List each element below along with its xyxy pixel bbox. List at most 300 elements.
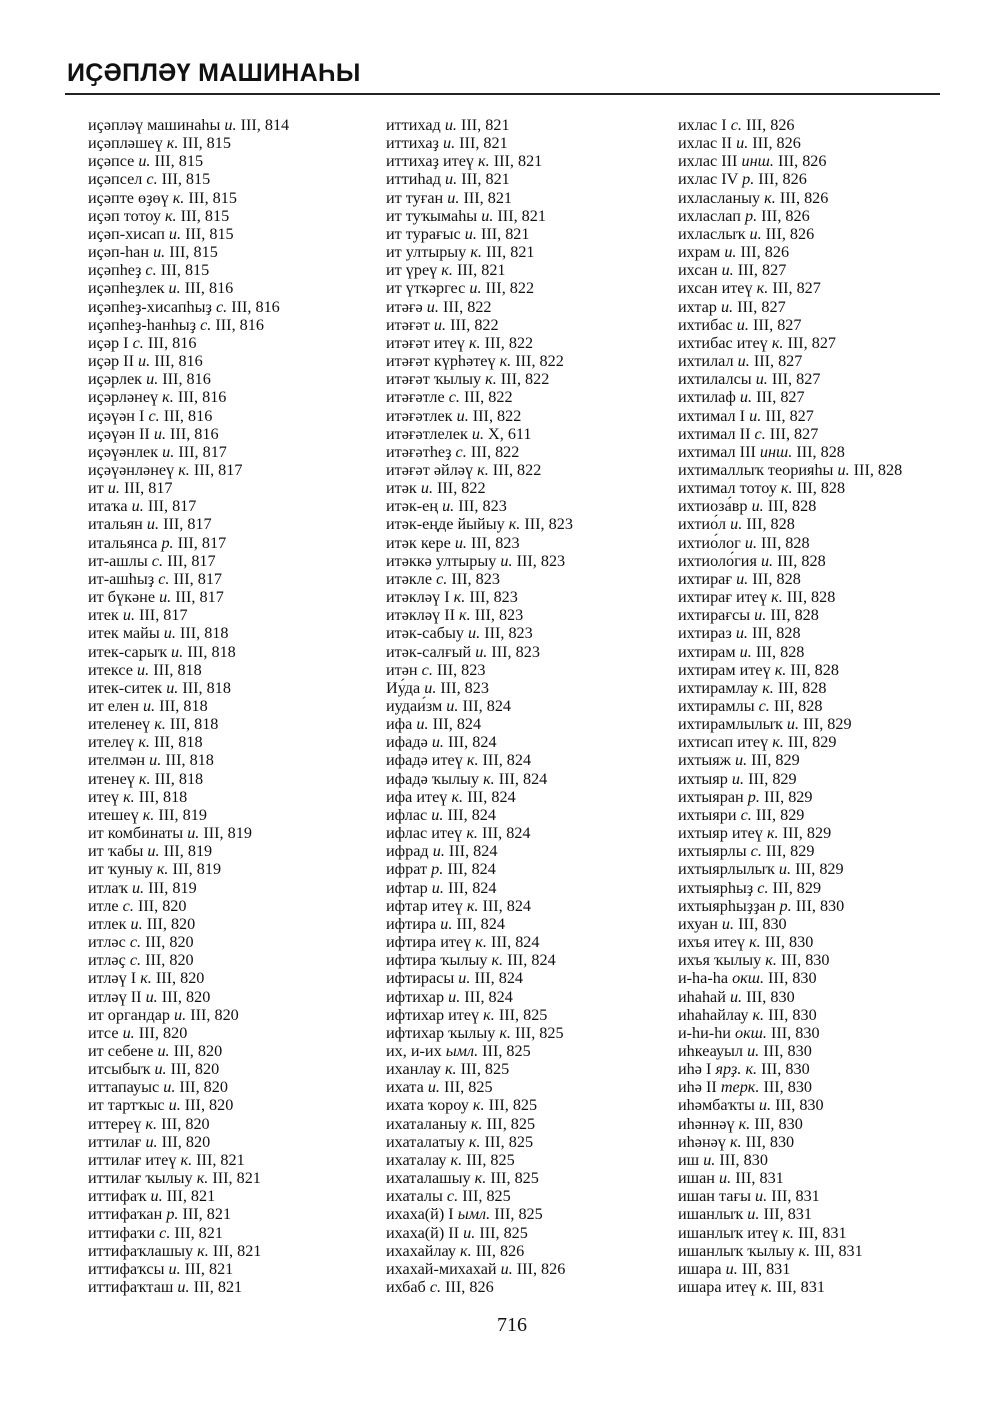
entry-headword: ифтар	[386, 878, 428, 897]
entry-headword: ихтирағ	[678, 569, 733, 588]
entry-reference: III, 822	[472, 406, 522, 425]
entry-reference: III, 828	[773, 697, 823, 715]
entry-reference: III, 823	[491, 642, 540, 661]
entry-headword: иһәнәү	[678, 1132, 726, 1151]
entry-headword: иттапауыс	[88, 1078, 160, 1097]
entry-part-of-speech: р.	[166, 1205, 179, 1224]
entry-reference: III, 817	[139, 606, 188, 625]
entry-reference: III, 830	[780, 951, 830, 970]
entry-headword: иҫәпсе	[88, 152, 135, 171]
index-entry	[88, 261, 378, 279]
entry-reference: III, 815	[180, 206, 230, 225]
entry-reference: III, 824	[482, 896, 532, 915]
entry-part-of-speech: к.	[474, 1169, 487, 1188]
entry-reference: III, 816	[162, 370, 211, 389]
index-entry	[88, 334, 378, 352]
entry-reference: III, 829	[803, 715, 852, 734]
entry-part-of-speech: и.	[153, 243, 166, 262]
index-entry	[678, 915, 978, 933]
index-entry	[386, 606, 676, 624]
entry-part-of-speech: к.	[178, 460, 190, 479]
index-entry	[386, 624, 676, 642]
entry-part-of-speech: и.	[174, 1005, 187, 1024]
entry-reference: III, 823	[474, 606, 524, 625]
index-entry	[386, 189, 676, 207]
index-entry	[386, 788, 676, 806]
index-entry	[386, 1260, 676, 1278]
index-entry	[88, 189, 378, 207]
entry-headword: ихтыяр	[678, 769, 728, 788]
entry-reference: III, 824	[474, 969, 524, 988]
entry-part-of-speech: с.	[750, 842, 762, 861]
entry-headword: итәк-еңде йыйыу	[386, 515, 505, 534]
entry-reference: III, 827	[769, 424, 819, 443]
entry-headword: иҫәүән II	[88, 424, 150, 443]
entry-headword: ихтималлыҡ теорияһы	[678, 460, 834, 479]
entry-part-of-speech: и.	[431, 733, 444, 752]
entry-reference: III, 825	[488, 1096, 538, 1115]
entry-headword: иудаи́зм	[386, 697, 443, 715]
entry-part-of-speech: к.	[752, 1005, 765, 1024]
index-entry	[678, 370, 978, 388]
entry-headword: ихласланыу	[678, 188, 761, 207]
index-entry	[88, 1242, 378, 1260]
entry-reference: III, 826	[765, 224, 815, 243]
entry-headword: ихаталау	[386, 1150, 447, 1169]
entry-headword: ихбаб	[386, 1278, 426, 1296]
index-entry	[88, 733, 378, 751]
index-entry	[88, 933, 378, 951]
entry-part-of-speech: к.	[749, 933, 761, 952]
index-entry	[678, 1224, 978, 1242]
index-entry	[386, 134, 676, 152]
index-entry	[678, 824, 978, 842]
index-entry	[678, 134, 978, 152]
entry-headword: итек-сарыҡ	[88, 642, 167, 661]
entry-headword: ихрам	[678, 243, 721, 262]
entry-reference: III, 823	[458, 497, 507, 516]
entry-reference: III, 828	[786, 588, 836, 607]
entry-reference: III, 821	[485, 243, 535, 262]
entry-part-of-speech: и.	[431, 878, 444, 897]
index-entry	[88, 1151, 378, 1169]
entry-headword: ишанлыҡ итеү	[678, 1223, 779, 1242]
index-entry	[88, 1115, 378, 1133]
index-entry	[678, 1133, 978, 1151]
entry-reference: III, 824	[447, 878, 497, 897]
index-entry	[88, 316, 378, 334]
entry-part-of-speech: и.	[168, 1096, 181, 1115]
index-entry	[88, 788, 378, 806]
entry-reference: III, 819	[148, 878, 197, 897]
index-entry	[386, 824, 676, 842]
index-entry	[88, 443, 378, 461]
entry-headword: их, и-их	[386, 1041, 442, 1060]
entry-part-of-speech: и.	[468, 624, 481, 643]
index-entry	[88, 1278, 378, 1296]
entry-headword: иттереү	[88, 1114, 142, 1133]
entry-headword: иһәннәү	[678, 1114, 735, 1133]
index-entry	[678, 1260, 978, 1278]
entry-part-of-speech: и.	[145, 1132, 158, 1151]
index-entry	[678, 1242, 978, 1260]
index-entry	[88, 988, 378, 1006]
index-column-3	[678, 116, 978, 1296]
entry-headword: ихаталы	[386, 1187, 443, 1206]
entry-reference: III, 819	[158, 805, 207, 824]
index-entry	[386, 1133, 676, 1151]
entry-reference: III, 817	[193, 460, 243, 479]
index-entry	[678, 1096, 978, 1114]
entry-headword: ихтирамлылыҡ	[678, 715, 783, 734]
index-column-1	[88, 116, 378, 1296]
entry-reference: III, 817	[123, 479, 173, 498]
entry-headword: итәғәт итеү	[386, 333, 465, 352]
index-entry	[678, 1169, 978, 1187]
entry-reference: III, 820	[145, 933, 194, 952]
entry-reference: III, 825	[462, 1187, 511, 1206]
index-entry	[678, 570, 978, 588]
entry-reference: III, 816	[184, 279, 234, 298]
entry-headword: ихлас I	[678, 116, 727, 134]
entry-reference: III, 819	[163, 842, 213, 861]
entry-reference: III, 818	[154, 769, 204, 788]
entry-headword: ихаха(й) II	[386, 1223, 460, 1242]
entry-part-of-speech: и.	[163, 624, 176, 643]
index-entry	[386, 443, 676, 461]
entry-headword: ишара итеү	[678, 1278, 757, 1296]
entry-headword: итәғә	[386, 297, 423, 316]
index-entry	[678, 207, 978, 225]
entry-part-of-speech: и.	[786, 715, 799, 734]
entry-part-of-speech: и.	[224, 116, 237, 134]
entry-headword: иттихад	[386, 116, 441, 134]
index-entry	[678, 860, 978, 878]
entry-part-of-speech: к.	[466, 824, 478, 843]
entry-reference: III, 824	[498, 769, 548, 788]
entry-reference: III, 823	[484, 624, 533, 643]
entry-headword: итешеү	[88, 805, 139, 824]
entry-part-of-speech: и.	[446, 697, 459, 715]
entry-headword: ифтирасы	[386, 969, 455, 988]
entry-reference: III, 824	[464, 987, 513, 1006]
entry-headword: ителеү	[88, 733, 135, 752]
index-entry	[88, 1187, 378, 1205]
index-entry	[386, 1187, 676, 1205]
entry-headword: ихлас II	[678, 134, 733, 153]
entry-part-of-speech: к.	[444, 1060, 457, 1079]
entry-headword: ифрад	[386, 842, 429, 861]
index-entry	[678, 1078, 978, 1096]
index-entry	[678, 116, 978, 134]
entry-headword: ихтыяр итеү	[678, 824, 763, 843]
index-entry	[386, 1242, 676, 1260]
entry-part-of-speech: и.	[737, 352, 750, 371]
entry-part-of-speech: и.	[729, 987, 743, 1006]
index-entry	[678, 606, 978, 624]
entry-headword: ифлас	[386, 805, 428, 824]
entry-reference: III, 822	[500, 370, 550, 389]
entry-part-of-speech: и.	[153, 424, 166, 443]
entry-headword: итәғәт әйләү	[386, 460, 474, 479]
entry-reference: III, 818	[165, 751, 214, 770]
entry-headword: иһаһайлау	[678, 1005, 749, 1024]
entry-part-of-speech: к.	[180, 1150, 193, 1169]
entry-reference: III, 814	[240, 116, 290, 134]
entry-part-of-speech: к.	[483, 769, 495, 788]
entry-headword: иттифаҡ	[88, 1187, 147, 1206]
entry-headword: итәғәт	[386, 315, 430, 334]
index-entry	[678, 515, 978, 533]
entry-headword: ит-ашһыҙ	[88, 569, 155, 588]
entry-headword: ит бүкәне	[88, 588, 156, 607]
entry-reference: III, 820	[145, 951, 194, 970]
entry-headword: ифрат	[386, 860, 428, 879]
entry-part-of-speech: и.	[431, 805, 444, 824]
entry-part-of-speech: р.	[742, 170, 755, 189]
entry-headword: ифтихар итеү	[386, 1005, 480, 1024]
entry-part-of-speech: терк.	[720, 1078, 760, 1097]
entry-headword: ит ултырыу	[386, 243, 467, 262]
entry-reference: III, 822	[450, 315, 499, 334]
entry-headword: ихаталатыу	[386, 1132, 465, 1151]
entry-reference: III, 818	[179, 624, 229, 643]
index-entry	[386, 570, 676, 588]
index-entry	[88, 588, 378, 606]
entry-headword: итәғәтле	[386, 388, 445, 407]
entry-part-of-speech: к.	[772, 733, 784, 752]
entry-reference: III, 829	[755, 805, 805, 824]
entry-reference: III, 830	[775, 1096, 824, 1115]
entry-headword: ишанлыҡ ҡылыу	[678, 1241, 795, 1260]
entry-reference: III, 820	[161, 1132, 211, 1151]
index-entry	[678, 1205, 978, 1223]
index-entry	[88, 243, 378, 261]
entry-part-of-speech: и.	[731, 769, 745, 788]
index-entry	[678, 225, 978, 243]
entry-headword: ихтилаф	[678, 388, 736, 407]
index-entry	[678, 443, 978, 461]
entry-part-of-speech: и.	[448, 987, 461, 1006]
entry-reference: III, 826	[445, 1278, 494, 1296]
entry-reference: III, 827	[756, 388, 805, 407]
index-entry	[386, 316, 676, 334]
entry-reference: III, 826	[475, 1241, 525, 1260]
entry-reference: III, 830	[795, 896, 845, 915]
entry-headword: итексе	[88, 660, 133, 679]
entry-reference: III, 825	[498, 1005, 548, 1024]
entry-reference: III, 827	[787, 333, 837, 352]
entry-reference: III, 830	[746, 987, 795, 1006]
entry-part-of-speech: и.	[744, 533, 757, 552]
entry-reference: III, 827	[737, 297, 786, 316]
index-entry	[386, 588, 676, 606]
index-entry	[678, 624, 978, 642]
entry-headword: ифадә	[386, 733, 428, 752]
entry-reference: III, 823	[469, 588, 518, 607]
entry-part-of-speech: и.	[481, 206, 494, 225]
index-entry	[678, 261, 978, 279]
entry-reference: III, 821	[166, 1187, 216, 1206]
index-entry	[678, 1151, 978, 1169]
entry-part-of-speech: и.	[130, 914, 143, 933]
entry-part-of-speech: и.	[177, 1278, 190, 1296]
index-entry	[678, 1278, 978, 1296]
entry-reference: III, 821	[196, 1150, 245, 1169]
index-entry	[386, 461, 676, 479]
index-entry	[88, 1042, 378, 1060]
index-entry	[386, 1042, 676, 1060]
index-column-2	[386, 116, 676, 1296]
entry-headword: итәғәтлек	[386, 406, 453, 425]
entry-part-of-speech: и.	[734, 751, 748, 770]
entry-reference: III, 827	[752, 315, 802, 334]
index-entry	[678, 643, 978, 661]
index-entry	[386, 1115, 676, 1133]
entry-part-of-speech: с.	[151, 551, 164, 570]
index-entry	[386, 207, 676, 225]
entry-reference: III, 828	[790, 660, 839, 679]
entry-headword: ит тартҡыс	[88, 1096, 165, 1115]
entry-headword: итән	[386, 660, 418, 679]
entry-part-of-speech: к.	[466, 751, 479, 770]
entry-part-of-speech: с.	[758, 697, 770, 715]
index-entry	[386, 479, 676, 497]
entry-reference: III, 821	[461, 170, 510, 189]
entry-headword: иҫәпһеҙлек	[88, 279, 165, 298]
index-entry	[678, 733, 978, 751]
index-entry	[88, 1260, 378, 1278]
index-entry	[386, 298, 676, 316]
index-entry	[88, 388, 378, 406]
entry-headword: иҫәрлек	[88, 370, 143, 389]
index-entry	[88, 697, 378, 715]
entry-part-of-speech: с.	[421, 660, 433, 679]
entry-reference: III, 824	[448, 842, 498, 861]
index-entry	[386, 751, 676, 769]
entry-part-of-speech: и.	[171, 642, 184, 661]
entry-headword: итенеү	[88, 769, 135, 788]
entry-part-of-speech: к.	[771, 333, 784, 352]
entry-part-of-speech: и.	[138, 352, 151, 371]
entry-headword: иҫәпһеҙ	[88, 261, 142, 280]
entry-headword: ит-ашлы	[88, 551, 148, 570]
index-entry	[386, 1205, 676, 1223]
entry-headword: ихъя ҡылыу	[678, 951, 762, 970]
entry-headword: ихласлыҡ	[678, 224, 746, 243]
entry-part-of-speech: к.	[142, 805, 155, 824]
index-entry	[386, 497, 676, 515]
entry-part-of-speech: и.	[837, 460, 850, 479]
entry-part-of-speech: и.	[755, 370, 768, 389]
entry-headword: ифадә ҡылыу	[386, 769, 480, 788]
index-entry	[678, 988, 978, 1006]
entry-headword: ит себене	[88, 1041, 154, 1060]
entry-headword: итеү	[88, 787, 120, 806]
entry-part-of-speech: и.	[458, 969, 471, 988]
entry-reference: III, 825	[444, 1078, 493, 1097]
entry-part-of-speech: и.	[154, 1060, 167, 1079]
index-entry	[88, 806, 378, 824]
entry-part-of-speech: и.	[724, 243, 737, 262]
index-entry	[386, 770, 676, 788]
entry-reference: III, 826	[752, 134, 801, 153]
index-entry	[678, 842, 978, 860]
entry-reference: III, 831	[776, 1278, 825, 1296]
entry-headword: ит елен	[88, 697, 139, 715]
entry-part-of-speech: к.	[138, 733, 150, 752]
entry-reference: III, 829	[765, 842, 815, 861]
index-entry	[88, 770, 378, 788]
index-entry	[386, 661, 676, 679]
entry-part-of-speech: с.	[159, 1223, 171, 1242]
index-entry	[678, 352, 978, 370]
index-entry	[88, 715, 378, 733]
entry-part-of-speech: к.	[466, 896, 479, 915]
entry-reference: III, 831	[735, 1169, 784, 1188]
entry-reference: III, 815	[185, 224, 234, 243]
entry-headword: итәк-сабыу	[386, 624, 464, 643]
entry-part-of-speech: и.	[755, 1187, 768, 1206]
entry-reference: III, 821	[463, 188, 513, 207]
entry-headword: иттифаҡташ	[88, 1278, 174, 1296]
index-entry	[678, 897, 978, 915]
entry-reference: III, 820	[137, 896, 187, 915]
entry-reference: III, 830	[754, 1114, 803, 1133]
entry-headword: ихтио́лог	[678, 533, 741, 552]
entry-headword: иҫәпләү машинаһы	[88, 116, 221, 134]
entry-reference: III, 828	[752, 624, 801, 643]
entry-headword: итәғәт күрһәтеү	[386, 352, 496, 371]
entry-headword: иһаһай	[678, 987, 726, 1006]
entry-reference: III, 824	[462, 697, 512, 715]
entry-part-of-speech: и.	[168, 279, 181, 298]
entry-headword: иттифаҡи	[88, 1223, 156, 1242]
entry-headword: ихтирағсы	[678, 606, 751, 625]
entry-part-of-speech: р.	[744, 206, 758, 225]
entry-reference: III, 828	[746, 515, 795, 534]
entry-headword: ит үреү	[386, 261, 438, 280]
entry-part-of-speech: к.	[468, 1132, 481, 1151]
entry-part-of-speech: к.	[764, 188, 776, 207]
entry-reference: III, 827	[765, 406, 814, 425]
entry-part-of-speech: и.	[424, 678, 437, 697]
index-entry	[386, 860, 676, 878]
entry-reference: III, 824	[481, 824, 531, 843]
entry-reference: III, 822	[470, 442, 520, 461]
entry-headword: Иу́да	[386, 678, 421, 697]
index-entry	[386, 1224, 676, 1242]
entry-headword: иһә I	[678, 1060, 712, 1079]
index-entry	[88, 479, 378, 497]
index-entry	[678, 170, 978, 188]
entry-headword: ишан	[678, 1169, 715, 1188]
index-entry	[386, 1078, 676, 1096]
index-entry	[88, 134, 378, 152]
entry-reference: III, 828	[752, 569, 801, 588]
entry-headword: ишанлыҡ	[678, 1205, 744, 1224]
entry-headword: иһә II	[678, 1078, 717, 1097]
index-entry	[88, 116, 378, 134]
index-entry	[678, 243, 978, 261]
entry-part-of-speech: и.	[131, 497, 144, 516]
entry-headword: иҫәр II	[88, 352, 134, 371]
index-entry	[678, 1115, 978, 1133]
index-entry	[88, 951, 378, 969]
index-entry	[386, 225, 676, 243]
index-entry	[678, 951, 978, 969]
index-entry	[88, 1024, 378, 1042]
